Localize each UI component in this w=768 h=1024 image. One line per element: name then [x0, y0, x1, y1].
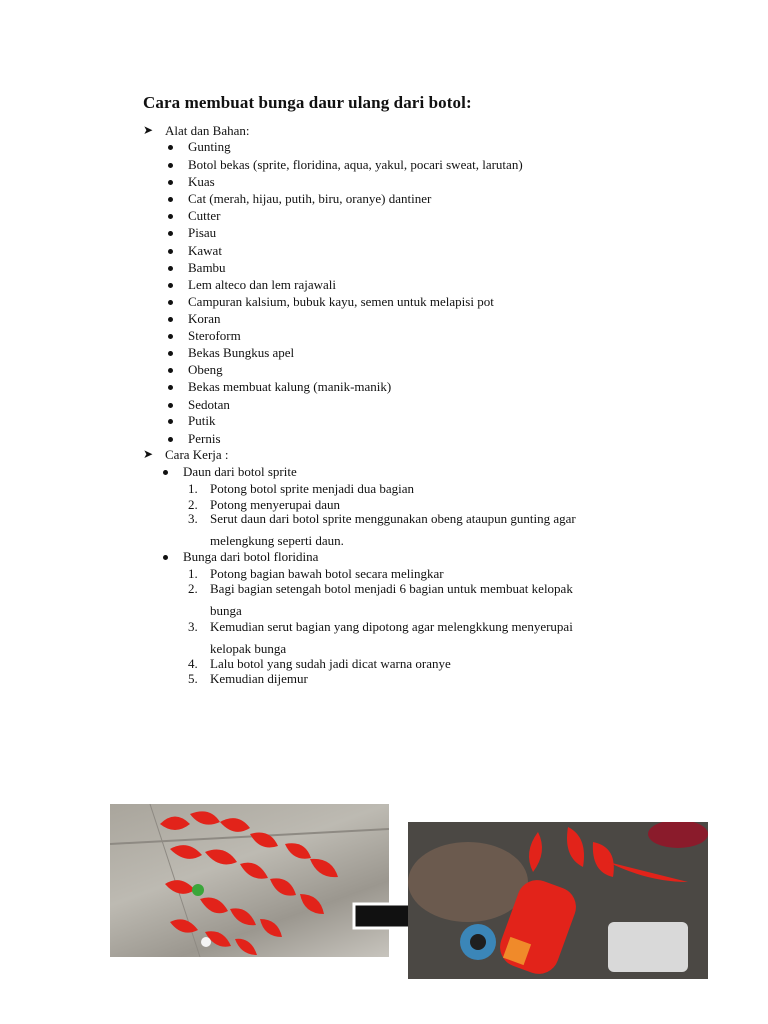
- bullet-dot: [168, 385, 173, 390]
- bullet-dot: [168, 283, 173, 288]
- arrow-bullet-icon: ➤: [143, 447, 154, 461]
- section-heading-cara-kerja: Cara Kerja :: [165, 447, 229, 462]
- step-number: 1.: [188, 481, 198, 496]
- bullet-dot: [168, 300, 173, 305]
- bullet-dot: [168, 437, 173, 442]
- alat-bahan-item: Cutter: [188, 208, 221, 223]
- bullet-dot: [168, 351, 173, 356]
- alat-bahan-item: Putik: [188, 413, 216, 428]
- bullet-dot: [163, 470, 168, 475]
- daun-step: Potong botol sprite menjadi dua bagian: [210, 481, 414, 496]
- bullet-dot: [168, 214, 173, 219]
- bunga-step-continuation: bunga: [210, 603, 242, 618]
- bullet-dot: [168, 145, 173, 150]
- bullet-dot: [168, 334, 173, 339]
- arrow-bullet-icon: ➤: [143, 123, 154, 137]
- alat-bahan-item: Campuran kalsium, bubuk kayu, semen untuk melapisi pot: [188, 294, 494, 309]
- alat-bahan-item: Koran: [188, 311, 221, 326]
- alat-bahan-item: Bekas Bungkus apel: [188, 345, 295, 360]
- flower-petals-graphic: [110, 804, 389, 957]
- alat-bahan-item: Kawat: [188, 243, 222, 258]
- photo-bottle-flower-closeup: [408, 822, 708, 979]
- alat-bahan-item: Bambu: [188, 260, 226, 275]
- bunga-step: Potong bagian bawah botol secara melingkar: [210, 566, 444, 581]
- bullet-dot: [168, 180, 173, 185]
- alat-bahan-item: Botol bekas (sprite, floridina, aqua, yakul, pocari sweat, larutan): [188, 157, 523, 172]
- bullet-dot: [168, 317, 173, 322]
- subheading-bunga: Bunga dari botol floridina: [183, 549, 319, 564]
- bullet-dot: [168, 197, 173, 202]
- bullet-dot: [168, 249, 173, 254]
- alat-bahan-item: Lem alteco dan lem rajawali: [188, 277, 336, 292]
- alat-bahan-item: Pisau: [188, 225, 217, 240]
- step-number: 2.: [188, 581, 198, 596]
- alat-bahan-item: Cat (merah, hijau, putih, biru, oranye) dantiner: [188, 191, 432, 206]
- alat-bahan-item: Pernis: [188, 431, 221, 446]
- step-number: 5.: [188, 671, 198, 686]
- bullet-dot: [163, 555, 168, 560]
- page-title: Cara membuat bunga daur ulang dari botol:: [143, 93, 472, 112]
- step-number: 1.: [188, 566, 198, 581]
- step-number: 3.: [188, 511, 198, 526]
- subheading-daun: Daun dari botol sprite: [183, 464, 297, 479]
- bullet-dot: [168, 368, 173, 373]
- alat-bahan-item: Bekas membuat kalung (manik-manik): [188, 379, 392, 394]
- daun-step: Serut daun dari botol sprite menggunakan obeng ataupun gunting agar: [210, 511, 576, 526]
- bullet-dot: [168, 266, 173, 271]
- bunga-step: Bagi bagian setengah botol menjadi 6 bagian untuk membuat kelopak: [210, 581, 573, 596]
- step-number: 2.: [188, 497, 198, 512]
- section-heading-alat: Alat dan Bahan:: [165, 123, 250, 138]
- photo-bottle-flowers: [110, 804, 389, 957]
- bullet-dot: [168, 231, 173, 236]
- alat-bahan-item: Gunting: [188, 139, 231, 154]
- bullet-dot: [168, 163, 173, 168]
- bullet-dot: [168, 403, 173, 408]
- bunga-step-continuation: kelopak bunga: [210, 641, 287, 656]
- bottle-flower-graphic: [408, 822, 708, 979]
- daun-step: Potong menyerupai daun: [210, 497, 340, 512]
- daun-step-continuation: melengkung seperti daun.: [210, 533, 344, 548]
- step-number: 4.: [188, 656, 198, 671]
- bunga-step: Kemudian serut bagian yang dipotong agar melengkkung menyerupai: [210, 619, 573, 634]
- bunga-step: Lalu botol yang sudah jadi dicat warna oranye: [210, 656, 451, 671]
- alat-bahan-item: Kuas: [188, 174, 215, 189]
- bullet-dot: [168, 419, 173, 424]
- alat-bahan-item: Steroform: [188, 328, 241, 343]
- step-number: 3.: [188, 619, 198, 634]
- alat-bahan-item: Obeng: [188, 362, 223, 377]
- alat-bahan-item: Sedotan: [188, 397, 230, 412]
- bunga-step: Kemudian dijemur: [210, 671, 308, 686]
